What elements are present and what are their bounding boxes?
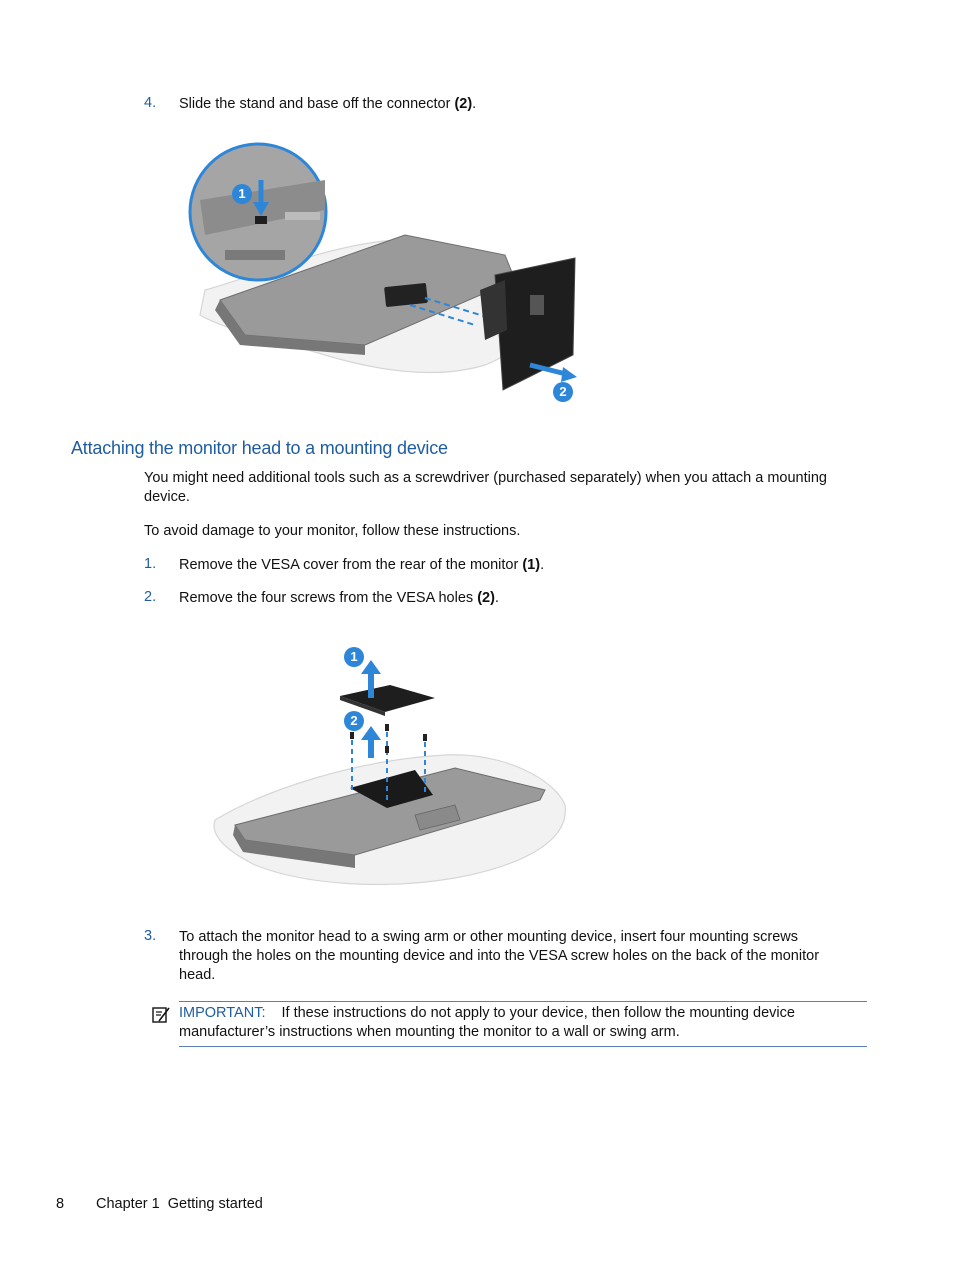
note-rule-top bbox=[179, 1001, 867, 1002]
step-4-end: . bbox=[472, 96, 477, 112]
intro-paragraph: You might need additional tools such as a screwdriver (purchased separately) when you attach a mounting device. bbox=[144, 470, 827, 505]
page-number: 8 bbox=[56, 1196, 65, 1212]
step-1-text bbox=[179, 556, 544, 575]
important-label: IMPORTANT: bbox=[179, 1005, 266, 1021]
step-4-number: 4. bbox=[144, 95, 157, 111]
callout-2: 2 bbox=[553, 382, 573, 402]
important-note-icon bbox=[151, 1005, 171, 1025]
step-4-body: Slide the stand and base off the connector bbox=[179, 96, 455, 112]
vesa-cover bbox=[340, 685, 435, 712]
step-2-ref: (2) bbox=[477, 590, 495, 606]
screw-2 bbox=[385, 724, 389, 731]
zoom-screw bbox=[255, 216, 267, 224]
callout-1: 1 bbox=[232, 184, 252, 204]
zoom-slot bbox=[285, 212, 320, 220]
step-2-body: Remove the four screws from the VESA holes bbox=[179, 590, 478, 606]
arrow-up-1-head bbox=[361, 660, 381, 674]
plate-slot bbox=[530, 295, 544, 315]
step-4-text bbox=[179, 95, 476, 114]
arrow-2-head bbox=[561, 367, 577, 382]
callout-fig2-2: 2 bbox=[344, 711, 364, 731]
screw-4 bbox=[423, 734, 427, 741]
screw-1 bbox=[350, 732, 354, 739]
step-2-text bbox=[179, 589, 499, 608]
step-1-body: Remove the VESA cover from the rear of the monitor bbox=[179, 557, 523, 573]
step-3-number: 3. bbox=[144, 928, 157, 944]
chapter-title: Chapter 1 Getting started bbox=[96, 1196, 263, 1212]
section-heading: Attaching the monitor head to a mounting device bbox=[71, 438, 448, 458]
step-2-end: . bbox=[494, 590, 499, 606]
note-rule-bottom bbox=[179, 1046, 867, 1047]
important-body: If these instructions do not apply to your device, then follow the mounting device manufacturer’s instructions when mounting the monitor to a wall or swing arm. bbox=[179, 1005, 795, 1040]
step-4-ref: (2) bbox=[454, 96, 473, 112]
callout-fig2-1: 1 bbox=[344, 647, 364, 667]
zoom-ridge bbox=[225, 250, 285, 260]
intro-paragraph-2: To avoid damage to your monitor, follow these instructions. bbox=[144, 523, 521, 539]
screw-3 bbox=[385, 746, 389, 753]
step-3-text: To attach the monitor head to a swing arm or other mounting device, insert four mounting screws through the holes on the mounting device and into the VESA screw holes on the back of the monitor head. bbox=[179, 929, 820, 983]
step-2-number: 2. bbox=[144, 589, 157, 605]
step-1-end: . bbox=[540, 557, 545, 573]
important-note-text bbox=[179, 1004, 839, 1042]
arrow-up-2-head bbox=[361, 726, 381, 740]
figure-stand-removal bbox=[185, 140, 585, 410]
step-1-ref: (1) bbox=[522, 557, 541, 573]
step-1-number: 1. bbox=[144, 556, 157, 572]
figure-vesa-removal bbox=[205, 640, 575, 900]
